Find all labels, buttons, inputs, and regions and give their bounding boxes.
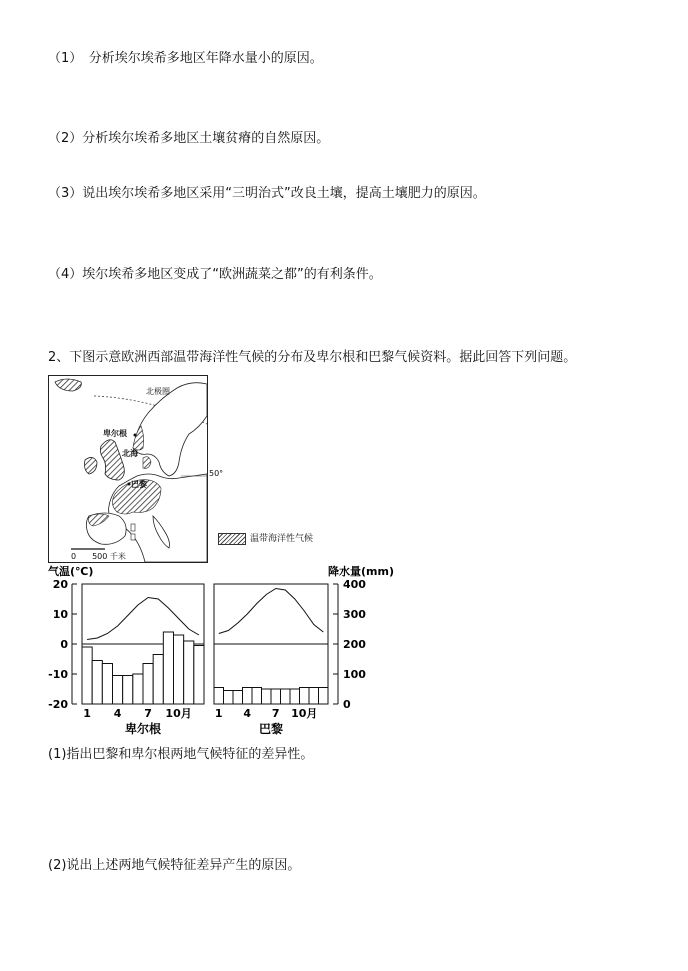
precip-bar-bergen (153, 655, 163, 705)
right-axis-tick-label: 200 (343, 638, 366, 651)
map-label-arctic-circle: 北极圈 (146, 387, 170, 396)
panel-name-bergen: 卑尔根 (124, 722, 162, 736)
precip-bar-bergen (92, 661, 102, 705)
question-4: （4）埃尔埃希多地区变成了“欧洲蔬菜之都”的有利条件。 (48, 267, 382, 282)
left-axis-tick-label: -20 (48, 698, 68, 711)
panel-name-paris: 巴黎 (258, 722, 284, 736)
precip-bar-bergen (143, 664, 153, 705)
map-scale-label: 0 500 千米 (71, 552, 126, 561)
precip-bar-paris (309, 688, 319, 705)
right-axis-label: 降水量(mm) (328, 565, 394, 578)
precip-bar-bergen (194, 646, 204, 705)
question-2: （2）分析埃尔埃希多地区土壤贫瘠的自然原因。 (48, 131, 330, 146)
x-tick-label: 1 (83, 707, 91, 720)
precip-bar-paris (224, 691, 234, 705)
left-axis-tick-label: 0 (60, 638, 68, 651)
x-tick-label: 4 (243, 707, 252, 720)
x-tick-label: 1 (214, 707, 223, 720)
precip-bar-paris (262, 689, 272, 704)
map-label-lat-50: 50° (209, 469, 224, 478)
precip-bar-bergen (102, 664, 112, 705)
subquestion-1: (1)指出巴黎和卑尔根两地气候特征的差异性。 (48, 747, 314, 762)
map-legend (218, 531, 313, 545)
precip-bar-bergen (123, 676, 133, 705)
legend-hatch-swatch (218, 533, 246, 545)
europe-map (48, 375, 224, 563)
x-tick-label: 7 (144, 707, 152, 720)
precip-bar-bergen (133, 674, 143, 704)
right-axis-tick-label: 0 (343, 698, 351, 711)
europe-map-drawing (49, 376, 207, 562)
precip-bar-paris (300, 688, 310, 705)
temperature-line-paris (219, 589, 323, 634)
temperature-line-bergen (87, 598, 199, 640)
precip-bar-bergen (184, 641, 194, 704)
left-axis-tick-label: 10 (52, 608, 68, 621)
precip-bar-paris (243, 688, 253, 705)
precip-bar-paris (290, 689, 300, 704)
left-axis-tick-label: -10 (48, 668, 68, 681)
precip-bar-paris (319, 688, 329, 705)
left-axis-label: 气温(℃) (48, 565, 94, 578)
precip-bar-bergen (163, 632, 173, 704)
map-label-bergen: 卑尔根 (103, 429, 127, 438)
precip-bar-bergen (113, 676, 123, 705)
left-axis-tick-label: 20 (52, 578, 68, 591)
precip-bar-bergen (174, 635, 184, 704)
climate-chart (44, 563, 394, 736)
x-tick-label: 4 (113, 707, 122, 720)
right-axis-tick-label: 100 (343, 668, 366, 681)
x-tick-label: 7 (271, 707, 280, 720)
precip-bar-paris (233, 691, 243, 705)
x-tick-label: 10月 (165, 707, 192, 720)
precip-bar-bergen (82, 647, 92, 704)
precip-bar-paris (281, 689, 291, 704)
right-axis-tick-label: 400 (343, 578, 366, 591)
legend-label: 温带海洋性气候 (250, 534, 314, 544)
right-axis-tick-label: 300 (343, 608, 366, 621)
map-label-north-sea: 北海 (122, 449, 138, 458)
x-tick-label: 10月 (291, 707, 318, 720)
precip-bar-paris (214, 688, 224, 705)
map-label-paris: 巴黎 (131, 480, 147, 489)
subquestion-2: (2)说出上述两地气候特征差异产生的原因。 (48, 858, 301, 873)
precip-bar-paris (252, 688, 262, 705)
question-main-2: 2、下图示意欧洲西部温带海洋性气候的分布及卑尔根和巴黎气候资料。据此回答下列问题。 (48, 350, 577, 365)
precip-bar-paris (271, 689, 281, 704)
question-3: （3）说出埃尔埃希多地区采用“三明治式”改良土壤，提高土壤肥力的原因。 (48, 186, 486, 201)
question-1: （1） 分析埃尔埃希多地区年降水量小的原因。 (48, 51, 323, 66)
